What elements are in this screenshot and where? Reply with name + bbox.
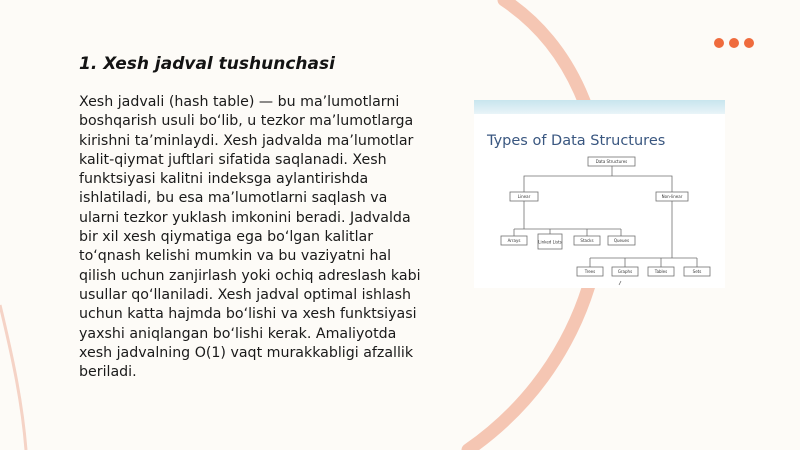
diagram-node-non-linear bbox=[656, 192, 688, 201]
node-label-queues: Queues bbox=[613, 238, 630, 243]
data-structures-figure bbox=[474, 100, 725, 288]
diagram-node-stacks bbox=[574, 236, 600, 245]
diagram-node-tables bbox=[648, 267, 674, 276]
data-structures-diagram bbox=[474, 100, 725, 288]
node-label-linked-lists: Linked Lists bbox=[538, 239, 562, 245]
decorative-dot bbox=[744, 38, 754, 48]
node-label-data-structures: Data Structures bbox=[595, 159, 628, 164]
diagram-node-arrays bbox=[501, 236, 527, 245]
diagram-node-linked-lists bbox=[538, 234, 562, 249]
node-label-sets: Sets bbox=[692, 269, 702, 274]
decorative-dot bbox=[729, 38, 739, 48]
node-label-linear: Linear bbox=[517, 194, 531, 199]
slide-body-text: Xesh jadvali (hash table) — bu ma’lumotlarni boshqarish usuli bo‘lib, u tezkor ma’lumotlarga kirishni ta’minlaydi. Xesh jadvalda ma’lumotlar kalit-qiymat juftlari sifatida saqlanadi. Xesh funktsiyasi kalitni indeksga aylantirishda ishlatiladi, bu esa ma’lumotlarni saqlash va ularni tezkor yuklash imkonini beradi. Jadvalda bir xil xesh qiymatiga ega bo‘lgan kalitlar to‘qnash kelishi mumkin va bu vaziyatni hal qilish uchun zanjirlash yoki ochiq adreslash kabi usullar qo‘llaniladi. Xesh jadval optimal ishlash uchun katta hajmda bo‘lishi va xesh funktsiyasi yaxshi aniqlangan bo‘lishi kerak. Amaliyotda xesh jadvalning O(1) vaqt murakkabligi afzallik beriladi. bbox=[79, 94, 421, 381]
diagram-node-sets bbox=[684, 267, 710, 276]
slide-title: 1. Xesh jadval tushunchasi bbox=[79, 54, 335, 74]
node-label-arrays: Arrays bbox=[507, 238, 521, 243]
decorative-dots bbox=[714, 38, 754, 48]
decorative-dot bbox=[714, 38, 724, 48]
diagram-node-linear bbox=[510, 192, 538, 201]
figure-title: Types of Data Structures bbox=[487, 133, 666, 149]
diagram-node-queues bbox=[608, 236, 635, 245]
diagram-node-trees bbox=[577, 267, 603, 276]
node-label-graphs: Graphs bbox=[617, 269, 633, 274]
diagram-node-graphs bbox=[612, 267, 638, 276]
node-label-stacks: Stacks bbox=[580, 238, 594, 243]
node-label-tables: Tables bbox=[654, 269, 668, 274]
node-label-non-linear: Non-linear bbox=[661, 194, 683, 199]
node-label-trees: Trees bbox=[584, 269, 596, 274]
diagram-node-data-structures bbox=[588, 157, 635, 166]
